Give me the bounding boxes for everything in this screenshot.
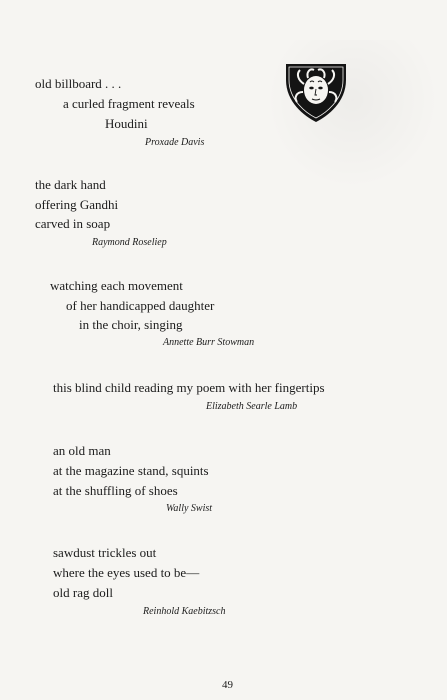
poem-6-line-2: where the eyes used to be— bbox=[53, 565, 200, 580]
poem-3-line-2: of her handicapped daughter bbox=[66, 298, 215, 313]
poem-1-line-2: a curled fragment reveals bbox=[63, 96, 195, 111]
medusa-head-icon bbox=[284, 58, 348, 124]
poem-1-author: Proxade Davis bbox=[145, 137, 205, 148]
poem-5-line-3: at the shuffling of shoes bbox=[53, 483, 178, 498]
poem-6-line-1: sawdust trickles out bbox=[53, 545, 157, 560]
poem-2-line-3: carved in soap bbox=[35, 216, 111, 231]
poem-5-line-1: an old man bbox=[53, 443, 111, 458]
page-number: 49 bbox=[222, 679, 233, 691]
poem-5-author: Wally Swist bbox=[166, 503, 213, 514]
poem-6-line-3: old rag doll bbox=[53, 585, 113, 600]
poem-1-line-3: Houdini bbox=[105, 116, 148, 131]
poem-4-line-1: this blind child reading my poem with her fingertips bbox=[53, 380, 325, 395]
poem-3-author: Annette Burr Stowman bbox=[163, 337, 255, 348]
poem-2-line-1: the dark hand bbox=[35, 177, 106, 192]
poem-6-author: Reinhold Kaebitzsch bbox=[143, 606, 226, 617]
poem-2-line-2: offering Gandhi bbox=[35, 197, 119, 212]
poem-3-line-1: watching each movement bbox=[50, 278, 183, 293]
poem-1-line-1: old billboard . . . bbox=[35, 76, 122, 91]
poem-5-line-2: at the magazine stand, squints bbox=[53, 463, 209, 478]
poem-3-line-3: in the choir, singing bbox=[79, 317, 183, 332]
poem-2-author: Raymond Roseliep bbox=[92, 237, 167, 248]
poem-4-author: Elizabeth Searle Lamb bbox=[206, 401, 298, 412]
